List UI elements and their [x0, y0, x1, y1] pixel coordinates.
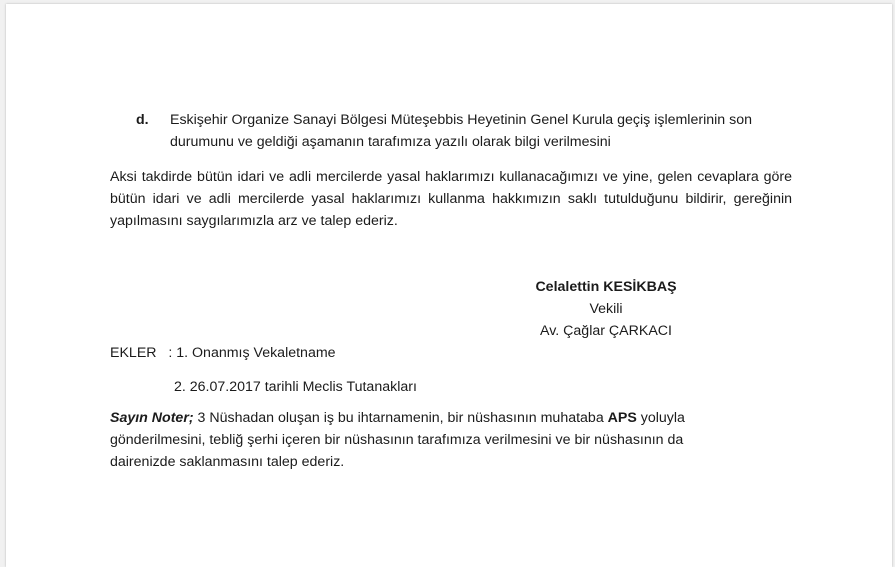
notary-note-lead: Sayın Noter;	[110, 410, 194, 426]
attachments-label: EKLER	[110, 345, 157, 361]
notary-note-aps: APS	[607, 410, 637, 426]
list-item-text: Eskişehir Organize Sanayi Bölgesi Müteşebbis Heyetinin Genel Kurula geçiş işlemlerinin son durumunu ve geldiği aşamanın tarafımıza yazılı olarak bilgi verilmesini	[170, 112, 752, 150]
attachment-item-2: 2. 26.07.2017 tarihli Meclis Tutanakları	[174, 379, 417, 395]
client-name: Celalettin KESİKBAŞ	[535, 279, 677, 295]
notary-note	[110, 407, 750, 473]
document-page	[6, 4, 892, 567]
lawyer-name: Av. Çağlar ÇARKACI	[540, 323, 672, 339]
notary-note-text-2: yoluyla gönderilmesini, tebliğ şerhi içeren bir nüshasının tarafımıza verilmesini ve bir nüshasının da dairenizde saklanmasını talep ederiz.	[110, 410, 685, 470]
closing-paragraph: Aksi takdirde bütün idari ve adli mercilerde yasal haklarımızı kullanacağımızı ve yine, gelen cevaplara göre bütün idari ve adli mercilerde yasal haklarımızı kullanma hakkımızın saklı tutulduğunu bildirir, gereğinin yapılmasını saygılarımızla arz ve talep ederiz.	[110, 169, 792, 229]
signature-block	[506, 276, 706, 342]
notary-note-text-1: 3 Nüshadan oluşan iş bu ihtarnamenin, bir nüshasının muhataba	[193, 410, 608, 426]
attachment-item-1: : 1. Onanmış Vekaletname	[168, 345, 336, 361]
attachments-section	[110, 342, 710, 395]
signature-role: Vekili	[589, 301, 623, 317]
list-item-letter: d.	[136, 112, 149, 128]
